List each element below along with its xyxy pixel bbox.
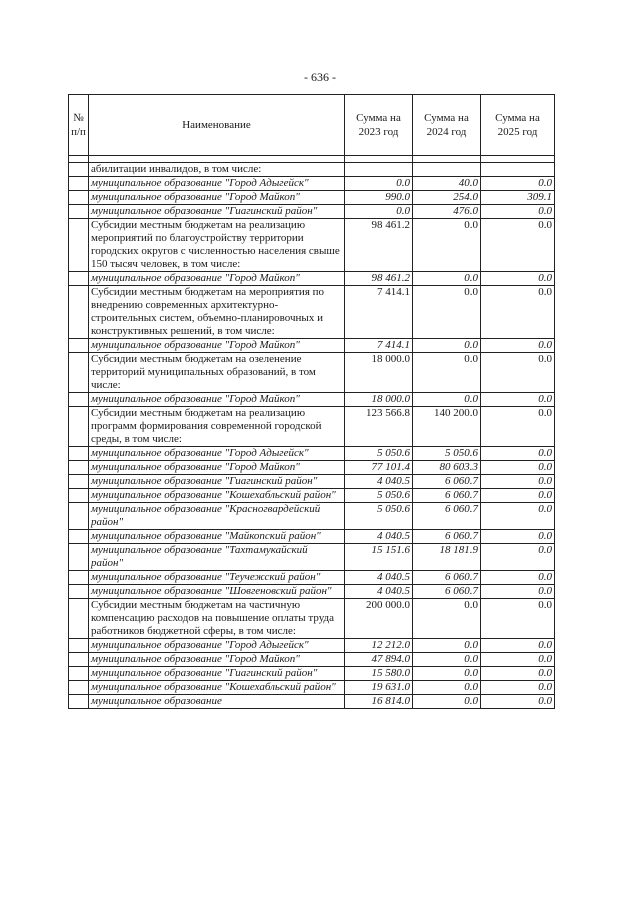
sum-2025-cell: 0.0 xyxy=(481,530,555,544)
sum-2023-cell xyxy=(345,163,413,177)
name-cell: муниципальное образование "Теучежский район" xyxy=(89,571,345,585)
name-cell: муниципальное образование "Красногвардейский район" xyxy=(89,503,345,530)
sum-2023-cell: 18 000.0 xyxy=(345,393,413,407)
sum-2025-cell: 0.0 xyxy=(481,503,555,530)
sum-2023-cell: 77 101.4 xyxy=(345,461,413,475)
table-row-subsidy xyxy=(69,599,555,639)
num-cell xyxy=(69,681,89,695)
table-row-municipality xyxy=(69,461,555,475)
sum-2023-cell: 47 894.0 xyxy=(345,653,413,667)
num-cell xyxy=(69,653,89,667)
table-row-municipality xyxy=(69,339,555,353)
name-cell: Субсидии местным бюджетам на реализацию мероприятий по благоустройству территории городских округов с численностью населения свыше 150 тысяч человек, в том числе: xyxy=(89,219,345,272)
header-sum-2024: Сумма на 2024 год xyxy=(413,95,481,156)
table-row-municipality xyxy=(69,177,555,191)
sum-2023-cell: 7 414.1 xyxy=(345,339,413,353)
sum-2024-cell: 18 181.9 xyxy=(413,544,481,571)
num-cell xyxy=(69,571,89,585)
sum-2025-cell: 0.0 xyxy=(481,489,555,503)
name-cell: абилитации инвалидов, в том числе: xyxy=(89,163,345,177)
name-cell: муниципальное образование "Город Майкоп" xyxy=(89,393,345,407)
num-cell xyxy=(69,599,89,639)
sum-2025-cell: 0.0 xyxy=(481,544,555,571)
sum-2025-cell: 0.0 xyxy=(481,205,555,219)
sum-2025-cell: 0.0 xyxy=(481,447,555,461)
sum-2025-cell: 309.1 xyxy=(481,191,555,205)
sum-2025-cell: 0.0 xyxy=(481,353,555,393)
table-row-subsidy xyxy=(69,407,555,447)
sum-2024-cell: 6 060.7 xyxy=(413,503,481,530)
sum-2025-cell: 0.0 xyxy=(481,339,555,353)
header-gap-row xyxy=(69,156,555,163)
table-row-municipality xyxy=(69,489,555,503)
sum-2023-cell: 98 461.2 xyxy=(345,272,413,286)
sum-2024-cell: 0.0 xyxy=(413,695,481,709)
sum-2024-cell: 140 200.0 xyxy=(413,407,481,447)
num-cell xyxy=(69,353,89,393)
sum-2023-cell: 18 000.0 xyxy=(345,353,413,393)
sum-2024-cell: 6 060.7 xyxy=(413,489,481,503)
sum-2023-cell: 0.0 xyxy=(345,205,413,219)
sum-2023-cell: 5 050.6 xyxy=(345,447,413,461)
table-row-municipality xyxy=(69,667,555,681)
num-cell xyxy=(69,475,89,489)
budget-table xyxy=(68,94,555,709)
table-row-municipality xyxy=(69,475,555,489)
num-cell xyxy=(69,272,89,286)
sum-2024-cell: 6 060.7 xyxy=(413,571,481,585)
gap-cell xyxy=(345,156,413,163)
page-number: - 636 - xyxy=(304,70,336,84)
name-cell: Субсидии местным бюджетам на озеленение территорий муниципальных образований, в том числе: xyxy=(89,353,345,393)
sum-2025-cell: 0.0 xyxy=(481,681,555,695)
name-cell: Субсидии местным бюджетам на мероприятия по внедрению современных архитектурно-строительных систем, объемно-планировочных и конструктивных решений, в том числе: xyxy=(89,286,345,339)
name-cell: муниципальное образование "Город Адыгейск" xyxy=(89,177,345,191)
header-num: № п/п xyxy=(69,95,89,156)
sum-2023-cell: 7 414.1 xyxy=(345,286,413,339)
header-sum-2025: Сумма на 2025 год xyxy=(481,95,555,156)
gap-cell xyxy=(69,156,89,163)
num-cell xyxy=(69,339,89,353)
table-row-municipality xyxy=(69,191,555,205)
gap-cell xyxy=(481,156,555,163)
sum-2024-cell: 0.0 xyxy=(413,681,481,695)
sum-2024-cell: 0.0 xyxy=(413,219,481,272)
sum-2024-cell: 40.0 xyxy=(413,177,481,191)
sum-2024-cell: 0.0 xyxy=(413,393,481,407)
sum-2023-cell: 19 631.0 xyxy=(345,681,413,695)
table-row-municipality xyxy=(69,447,555,461)
sum-2024-cell: 476.0 xyxy=(413,205,481,219)
name-cell: муниципальное образование "Город Майкоп" xyxy=(89,191,345,205)
sum-2025-cell: 0.0 xyxy=(481,286,555,339)
num-cell xyxy=(69,205,89,219)
sum-2023-cell: 123 566.8 xyxy=(345,407,413,447)
name-cell: муниципальное образование "Гиагинский район" xyxy=(89,205,345,219)
name-cell: муниципальное образование "Кошехабльский район" xyxy=(89,489,345,503)
table-row-municipality xyxy=(69,503,555,530)
table-row-municipality xyxy=(69,205,555,219)
num-cell xyxy=(69,585,89,599)
name-cell: муниципальное образование "Город Майкоп" xyxy=(89,653,345,667)
name-cell: муниципальное образование "Майкопский район" xyxy=(89,530,345,544)
sum-2024-cell: 5 050.6 xyxy=(413,447,481,461)
sum-2023-cell: 5 050.6 xyxy=(345,503,413,530)
table-row-municipality xyxy=(69,639,555,653)
table-row-municipality xyxy=(69,272,555,286)
table-row-subsidy xyxy=(69,286,555,339)
sum-2025-cell: 0.0 xyxy=(481,571,555,585)
sum-2025-cell: 0.0 xyxy=(481,407,555,447)
num-cell xyxy=(69,407,89,447)
sum-2024-cell: 0.0 xyxy=(413,653,481,667)
sum-2023-cell: 200 000.0 xyxy=(345,599,413,639)
table-row-municipality xyxy=(69,585,555,599)
name-cell: Субсидии местным бюджетам на реализацию программ формирования современной городской среды, в том числе: xyxy=(89,407,345,447)
table-header-row xyxy=(69,95,555,156)
num-cell xyxy=(69,286,89,339)
sum-2025-cell: 0.0 xyxy=(481,639,555,653)
sum-2025-cell: 0.0 xyxy=(481,585,555,599)
sum-2024-cell: 0.0 xyxy=(413,339,481,353)
num-cell xyxy=(69,163,89,177)
table-row-municipality xyxy=(69,530,555,544)
num-cell xyxy=(69,695,89,709)
sum-2023-cell: 0.0 xyxy=(345,177,413,191)
sum-2025-cell: 0.0 xyxy=(481,667,555,681)
sum-2024-cell: 0.0 xyxy=(413,353,481,393)
table-row-municipality xyxy=(69,695,555,709)
sum-2024-cell: 0.0 xyxy=(413,286,481,339)
sum-2023-cell: 5 050.6 xyxy=(345,489,413,503)
table-row-subsidy xyxy=(69,163,555,177)
sum-2025-cell: 0.0 xyxy=(481,599,555,639)
name-cell: муниципальное образование xyxy=(89,695,345,709)
table-row-subsidy xyxy=(69,353,555,393)
sum-2024-cell: 6 060.7 xyxy=(413,585,481,599)
num-cell xyxy=(69,393,89,407)
num-cell xyxy=(69,447,89,461)
sum-2024-cell: 0.0 xyxy=(413,639,481,653)
sum-2023-cell: 15 151.6 xyxy=(345,544,413,571)
sum-2023-cell: 16 814.0 xyxy=(345,695,413,709)
sum-2025-cell: 0.0 xyxy=(481,393,555,407)
num-cell xyxy=(69,219,89,272)
sum-2023-cell: 98 461.2 xyxy=(345,219,413,272)
header-name: Наименование xyxy=(89,95,345,156)
num-cell xyxy=(69,530,89,544)
sum-2025-cell: 0.0 xyxy=(481,653,555,667)
sum-2024-cell xyxy=(413,163,481,177)
sum-2024-cell: 6 060.7 xyxy=(413,530,481,544)
num-cell xyxy=(69,667,89,681)
sum-2023-cell: 4 040.5 xyxy=(345,571,413,585)
name-cell: муниципальное образование "Город Майкоп" xyxy=(89,339,345,353)
name-cell: муниципальное образование "Тахтамукайский район" xyxy=(89,544,345,571)
table-row-municipality xyxy=(69,544,555,571)
name-cell: муниципальное образование "Город Майкоп" xyxy=(89,461,345,475)
name-cell: муниципальное образование "Гиагинский район" xyxy=(89,475,345,489)
sum-2024-cell: 0.0 xyxy=(413,599,481,639)
num-cell xyxy=(69,503,89,530)
sum-2025-cell xyxy=(481,163,555,177)
num-cell xyxy=(69,544,89,571)
num-cell xyxy=(69,461,89,475)
name-cell: муниципальное образование "Шовгеновский район" xyxy=(89,585,345,599)
sum-2023-cell: 990.0 xyxy=(345,191,413,205)
sum-2024-cell: 80 603.3 xyxy=(413,461,481,475)
sum-2025-cell: 0.0 xyxy=(481,461,555,475)
sum-2024-cell: 254.0 xyxy=(413,191,481,205)
sum-2023-cell: 4 040.5 xyxy=(345,530,413,544)
sum-2025-cell: 0.0 xyxy=(481,219,555,272)
name-cell: муниципальное образование "Город Адыгейск" xyxy=(89,447,345,461)
num-cell xyxy=(69,489,89,503)
header-sum-2023: Сумма на 2023 год xyxy=(345,95,413,156)
sum-2025-cell: 0.0 xyxy=(481,177,555,191)
sum-2024-cell: 0.0 xyxy=(413,272,481,286)
sum-2025-cell: 0.0 xyxy=(481,272,555,286)
num-cell xyxy=(69,639,89,653)
table-row-subsidy xyxy=(69,219,555,272)
num-cell xyxy=(69,177,89,191)
name-cell: муниципальное образование "Кошехабльский район" xyxy=(89,681,345,695)
name-cell: муниципальное образование "Город Майкоп" xyxy=(89,272,345,286)
table-row-municipality xyxy=(69,571,555,585)
table-row-municipality xyxy=(69,653,555,667)
sum-2023-cell: 4 040.5 xyxy=(345,475,413,489)
sum-2024-cell: 6 060.7 xyxy=(413,475,481,489)
name-cell: муниципальное образование "Город Адыгейск" xyxy=(89,639,345,653)
sum-2023-cell: 4 040.5 xyxy=(345,585,413,599)
num-cell xyxy=(69,191,89,205)
sum-2024-cell: 0.0 xyxy=(413,667,481,681)
sum-2023-cell: 12 212.0 xyxy=(345,639,413,653)
sum-2023-cell: 15 580.0 xyxy=(345,667,413,681)
sum-2025-cell: 0.0 xyxy=(481,695,555,709)
gap-cell xyxy=(413,156,481,163)
sum-2025-cell: 0.0 xyxy=(481,475,555,489)
table-row-municipality xyxy=(69,681,555,695)
gap-cell xyxy=(89,156,345,163)
name-cell: муниципальное образование "Гиагинский район" xyxy=(89,667,345,681)
table-row-municipality xyxy=(69,393,555,407)
name-cell: Субсидии местным бюджетам на частичную компенсацию расходов на повышение оплаты труда работников бюджетной сферы, в том числе: xyxy=(89,599,345,639)
